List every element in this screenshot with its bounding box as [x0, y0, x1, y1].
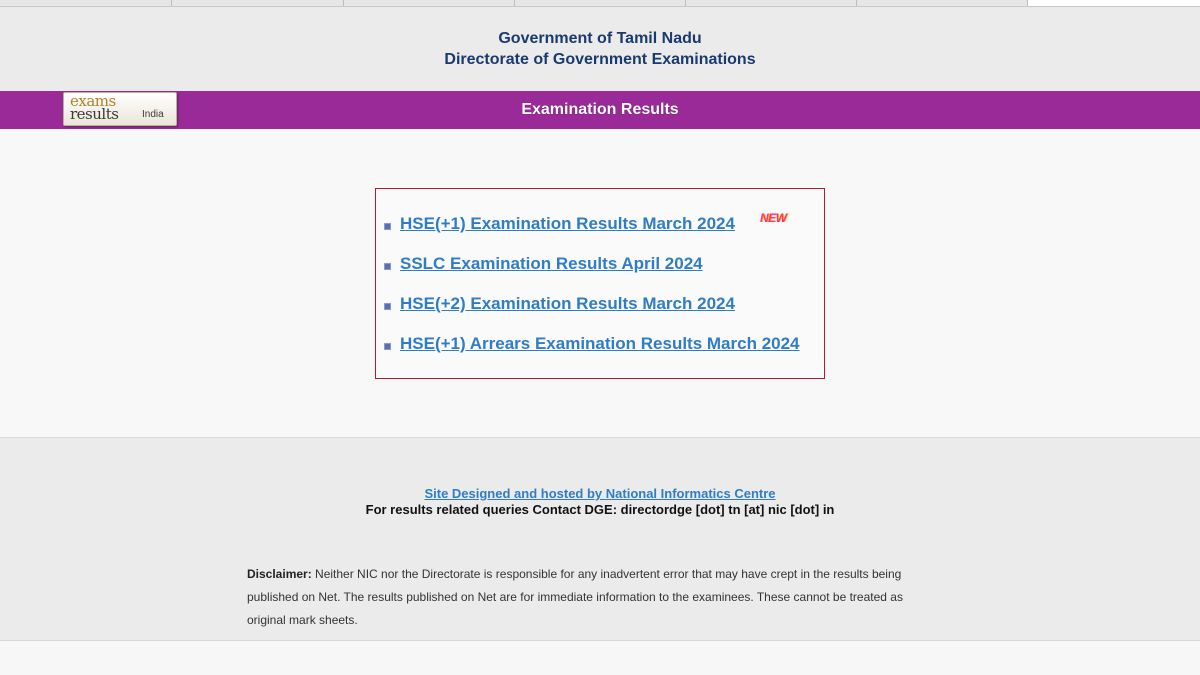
disclaimer-text: Neither NIC nor the Directorate is responsible for any inadvertent error that may have crept in the results being published on Net. The results published on Net are for immediate information to the examinees. These cannot be treated as original mark sheets. [247, 567, 903, 627]
page-header [0, 7, 1200, 91]
browser-tab-strip [0, 0, 1200, 7]
contact-info: For results related queries Contact DGE: directordge [dot] tn [at] nic [dot] in [365, 502, 835, 517]
logo-text-suffix: India [142, 109, 164, 120]
browser-tab[interactable] [686, 0, 857, 6]
browser-tab[interactable] [344, 0, 515, 6]
logo-text-top: exams [70, 92, 116, 110]
header-title-directorate: Directorate of Government Examinations [444, 51, 756, 68]
bullet-icon [384, 263, 391, 270]
browser-tab[interactable] [0, 0, 172, 6]
exams-results-india-logo[interactable] [63, 92, 177, 126]
browser-tab[interactable] [515, 0, 686, 6]
nic-credit [0, 485, 1200, 503]
header-title-government: Government of Tamil Nadu [498, 30, 702, 47]
results-links-box [375, 188, 825, 379]
browser-tab-active[interactable] [1028, 0, 1200, 6]
result-link-hse1-arrears[interactable]: HSE(+1) Arrears Examination Results March 2024 [400, 334, 800, 353]
main-content [0, 129, 1200, 438]
browser-tab[interactable] [172, 0, 344, 6]
nic-link[interactable]: Site Designed and hosted by National Informatics Centre [424, 486, 776, 501]
logo-text-bottom: results [70, 105, 119, 123]
disclaimer [247, 563, 937, 632]
title-banner [0, 91, 1200, 129]
result-link-hse1[interactable]: HSE(+1) Examination Results March 2024 [400, 214, 735, 233]
page-footer [0, 438, 1200, 641]
page-bottom [0, 641, 1200, 675]
bullet-icon [384, 303, 391, 310]
new-badge-icon: NEW [760, 211, 787, 225]
result-link-hse2[interactable]: HSE(+2) Examination Results March 2024 [400, 294, 735, 313]
result-link-sslc[interactable]: SSLC Examination Results April 2024 [400, 254, 703, 273]
browser-tab[interactable] [857, 0, 1028, 6]
bullet-icon [384, 343, 391, 350]
banner-title: Examination Results [521, 101, 679, 118]
disclaimer-label: Disclaimer: [247, 567, 312, 581]
bullet-icon [384, 223, 391, 230]
